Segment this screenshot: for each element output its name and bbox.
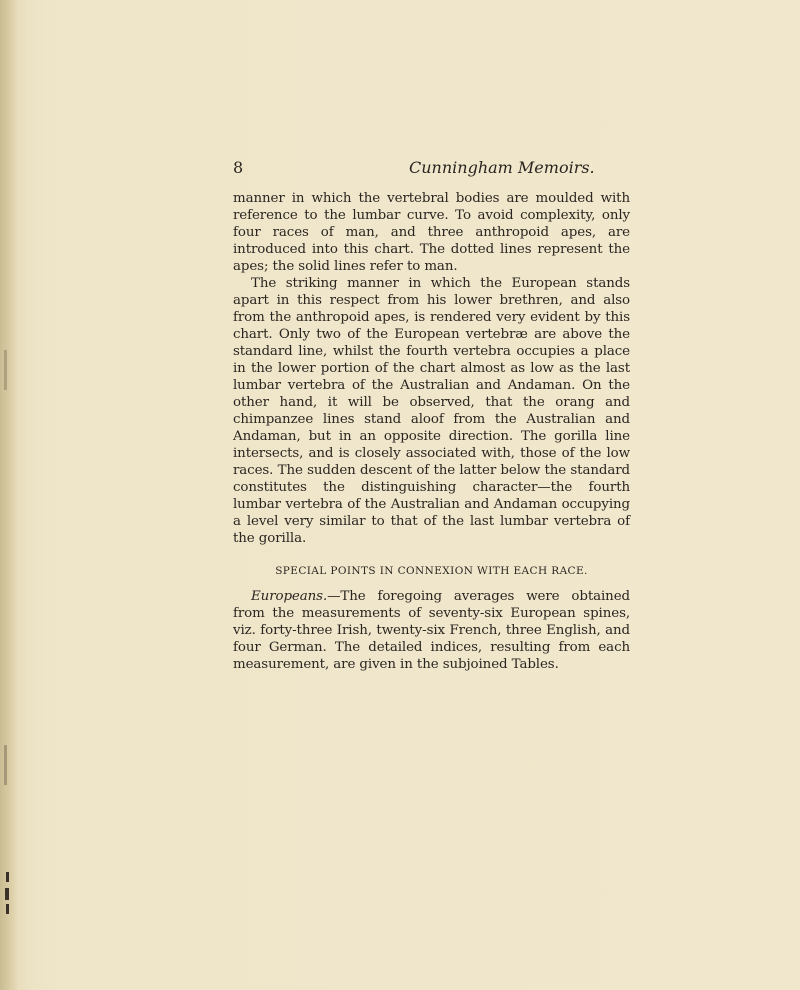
edge-mark — [4, 350, 7, 390]
edge-mark — [5, 888, 9, 900]
edge-mark — [6, 904, 9, 914]
page-header — [233, 158, 630, 178]
section-heading: SPECIAL POINTS IN CONNEXION WITH EACH RACE. — [275, 565, 588, 577]
edge-mark — [6, 872, 9, 882]
edge-mark — [4, 745, 7, 785]
paragraph-1: manner in which the vertebral bodies are moulded with reference to the lumbar curve. To avoid complexity, only four races of man, and three anthropoid apes, are introduced into this chart. The dotted lines represent the apes; the solid lines refer to man. — [233, 191, 630, 274]
gutter-shadow — [0, 0, 18, 990]
paragraph-2: The striking manner in which the European stands apart in this respect from his lower brethren, and also from the anthropoid apes, is rendered very evident by this chart. Only two of the European vertebræ are above the standard line, whilst the fourth vertebra occupies a place in the lower portion of the chart almost as low as the last lumbar vertebra of the Australian and Andaman. On the other hand, it will be observed, that the orang and chimpanzee lines stand aloof from the Australian and Andaman, but in an opposite direction. The gorilla line intersects, and is closely associated with, those of the low races. The sudden descent of the latter below the standard constitutes the distinguishing character—the fourth lumbar vertebra of the Australian and Andaman occupying a level very similar to that of the last lumbar vertebra of the gorilla. — [233, 276, 630, 546]
paragraph-3-lead: Europeans. — [251, 589, 328, 604]
paragraph-3-rest: —The foregoing averages were obtained from the measurements of seventy-six European spines, viz. forty-three Irish, twenty-six French, three English, and four German. The detailed indices, resulting from each measurement, are given in the subjoined Tables. — [233, 589, 630, 672]
paragraph-3 — [233, 588, 630, 673]
page-number: 8 — [233, 158, 244, 177]
running-title: Cunningham Memoirs. — [409, 158, 595, 177]
body-text — [233, 190, 630, 673]
